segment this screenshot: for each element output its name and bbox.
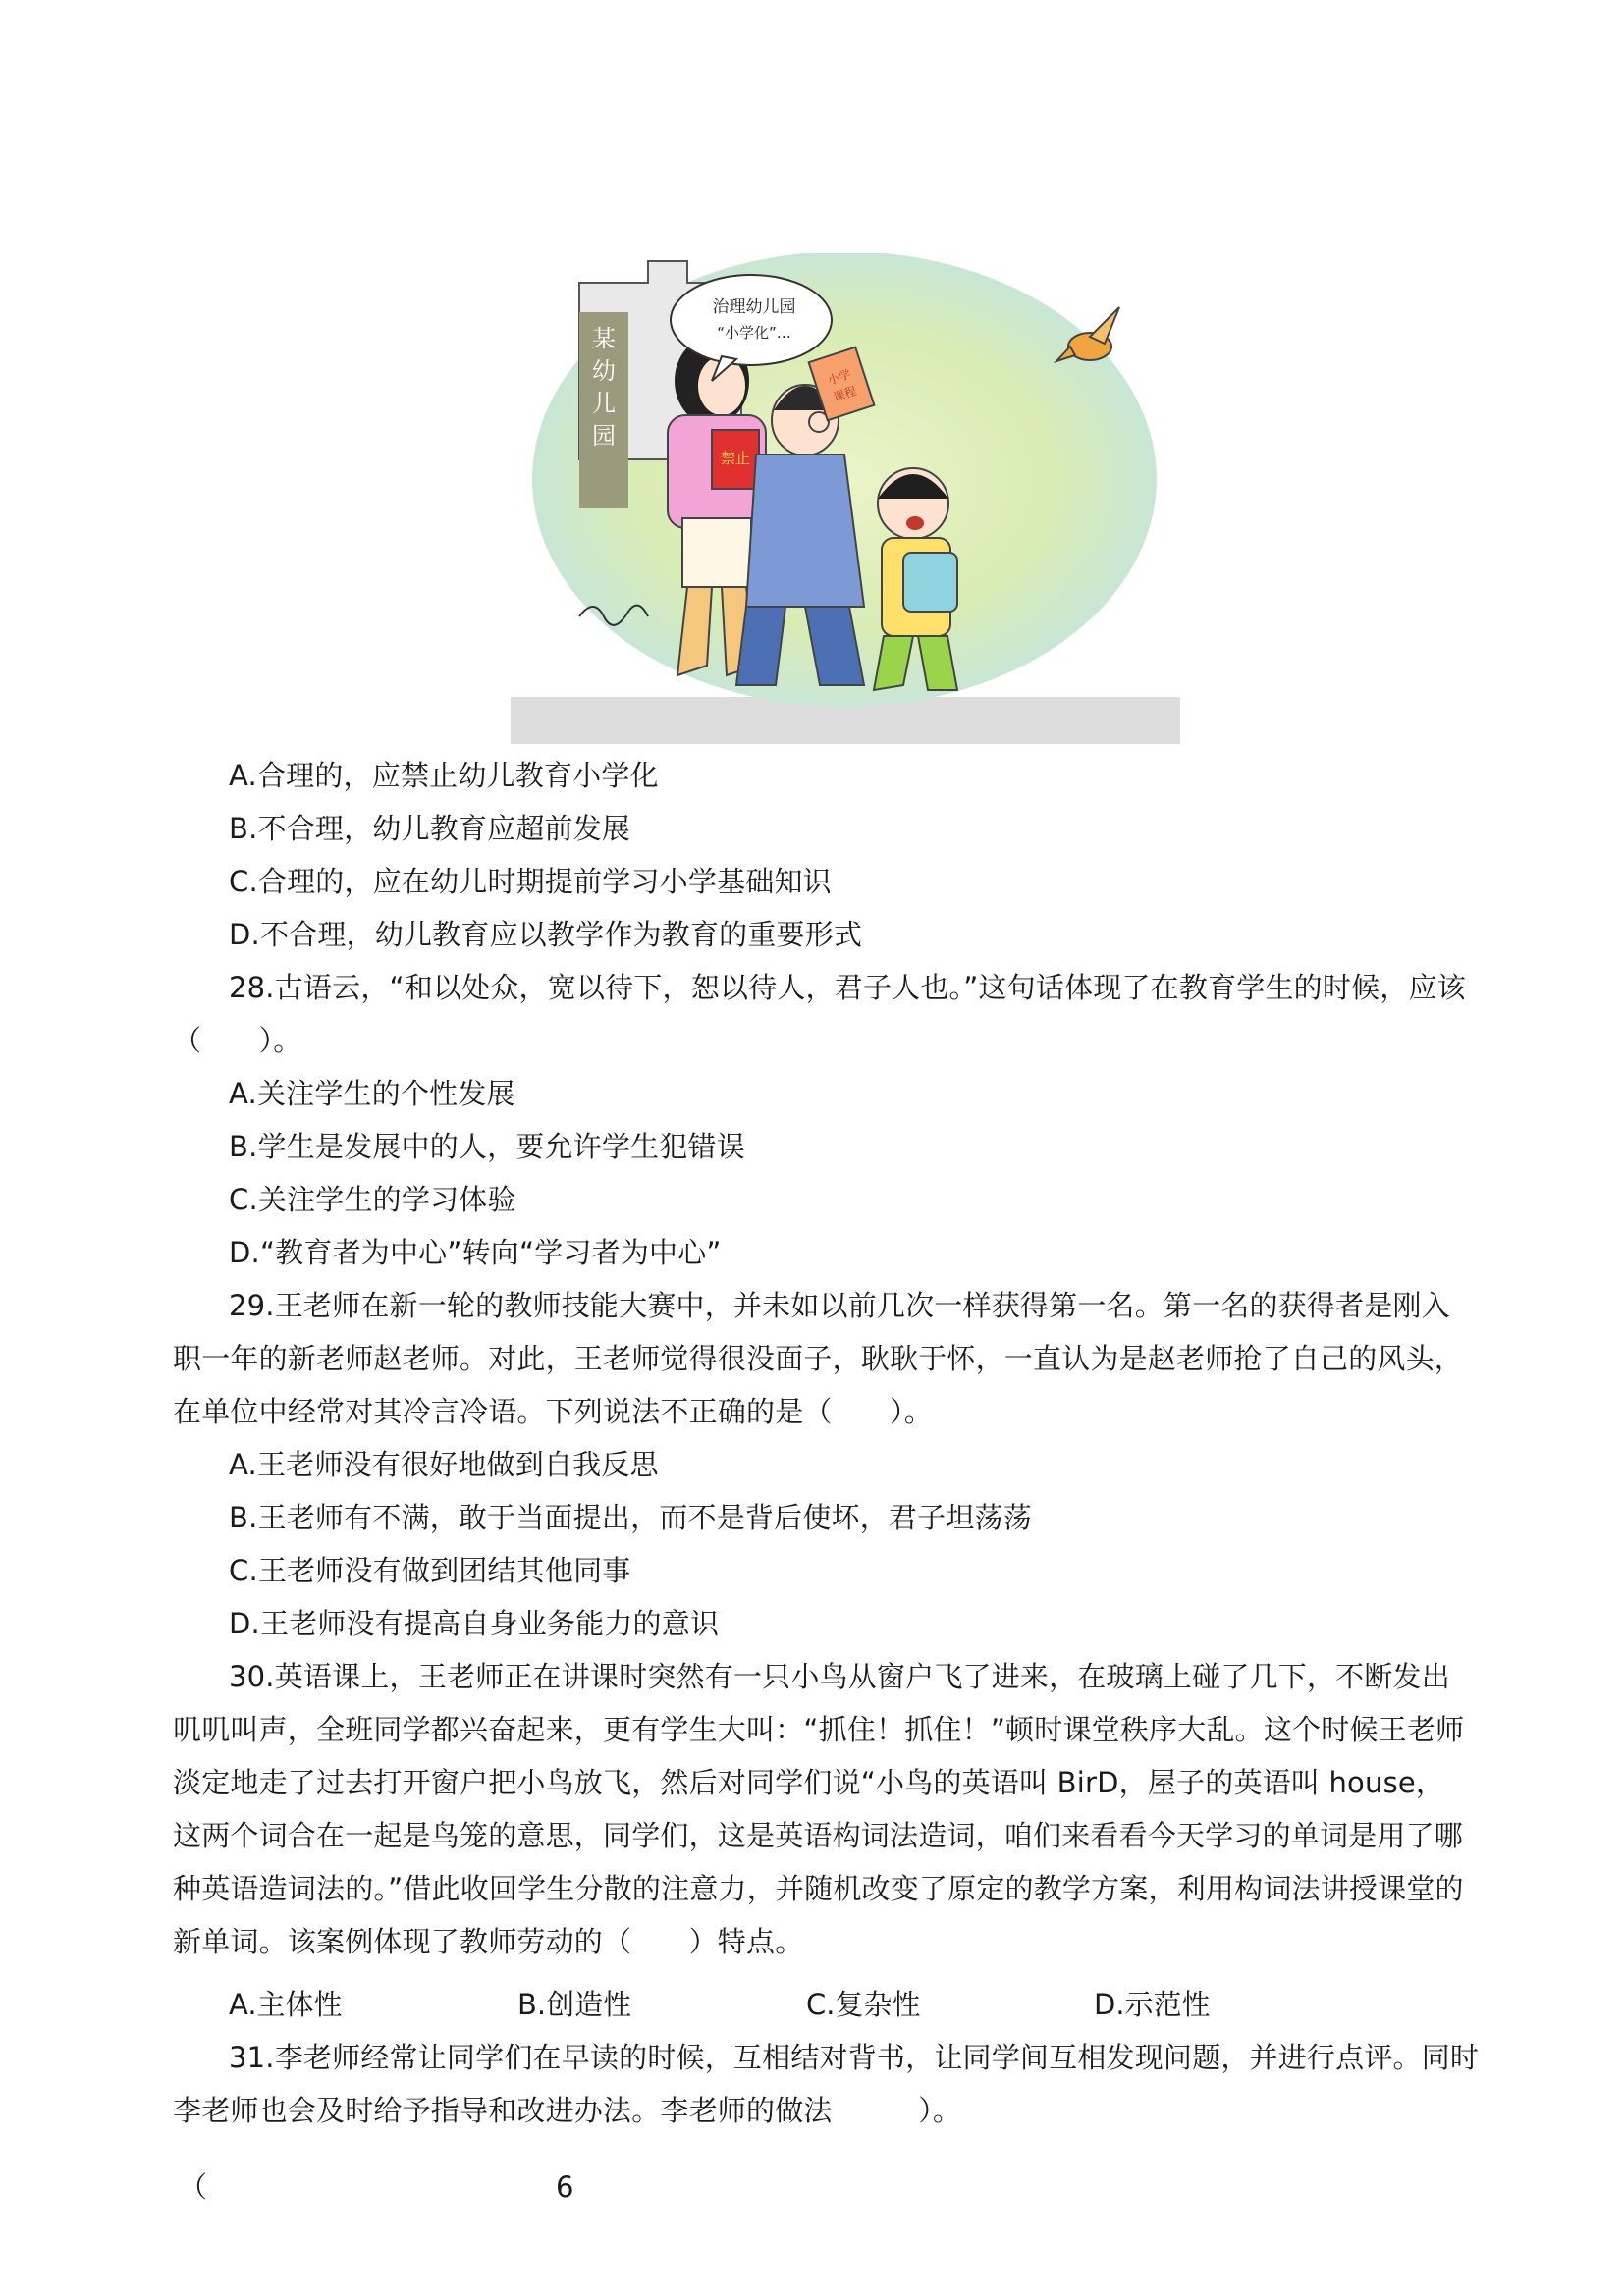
building-sign-text-2: 幼 — [592, 357, 616, 385]
q30-stem-line6: 新单词。该案例体现了教师劳动的（ ）特点。 — [173, 1925, 804, 1958]
q29-option-c: C.王老师没有做到团结其他同事 — [229, 1554, 631, 1587]
footer-paren: （ — [179, 2170, 208, 2204]
q28-option-a: A.关注学生的个性发展 — [229, 1077, 515, 1110]
q28-option-b: B.学生是发展中的人，要允许学生犯错误 — [229, 1130, 745, 1163]
q29-option-d: D.王老师没有提高自身业务能力的意识 — [229, 1607, 720, 1640]
speech-bubble-line2: “小学化”… — [717, 324, 791, 342]
q30-option-c: C.复杂性 — [806, 1988, 921, 2021]
q28-option-c: C.关注学生的学习体验 — [229, 1183, 516, 1216]
q30-stem-line1: 30.英语课上，王老师正在讲课时突然有一只小鸟从窗户飞了进来，在玻璃上碰了几下，不断发出 — [229, 1660, 1450, 1693]
q27-option-a: A.合理的，应禁止幼儿教育小学化 — [229, 759, 659, 792]
q27-option-b: B.不合理，幼儿教育应超前发展 — [229, 812, 631, 845]
q27-option-c: C.合理的，应在幼儿时期提前学习小学基础知识 — [229, 865, 832, 898]
q28-stem-line2: （ ）。 — [173, 1024, 302, 1057]
page-number: 6 — [556, 2170, 574, 2204]
speech-bubble-line1: 治理幼儿园 — [712, 297, 796, 317]
cartoon-illustration — [511, 253, 1180, 744]
q31-stem-line2: 李老师也会及时给予指导和改进办法。李老师的做法 ）。 — [173, 2094, 962, 2127]
building-sign-text-3: 儿 — [592, 390, 616, 417]
q27-option-d: D.不合理，幼儿教育应以教学作为教育的重要形式 — [229, 918, 863, 951]
q30-stem-line4: 这两个词合在一起是鸟笼的意思，同学们，这是英语构词法造词，咱们来看看今天学习的单词是用了哪 — [173, 1819, 1464, 1852]
q30-stem-line2: 叽叽叫声，全班同学都兴奋起来，更有学生大叫：“抓住！抓住！”顿时课堂秩序大乱。这个时候王老师 — [173, 1713, 1465, 1746]
q30-stem-line3: 淡定地走了过去打开窗户把小鸟放飞，然后对同学们说“小鸟的英语叫 BirD，屋子的英语叫 house， — [173, 1766, 1445, 1799]
q30-options-row — [0, 1985, 1624, 2024]
red-book-label: 禁止 — [720, 450, 751, 467]
orange-book-label-2: 课程 — [831, 384, 858, 404]
q29-option-a: A.王老师没有很好地做到自我反思 — [229, 1448, 659, 1481]
q29-stem-line1: 29.王老师在新一轮的教师技能大赛中，并未如以前几次一样获得第一名。第一名的获得者是刚入 — [229, 1289, 1450, 1322]
q30-stem-line5: 种英语造词法的。”借此收回学生分散的注意力，并随机改变了原定的教学方案，利用构词法讲授课堂的 — [173, 1872, 1464, 1905]
schoolbag — [903, 553, 957, 612]
q31-stem-line1: 31.李老师经常让同学们在早读的时候，互相结对背书，让同学间互相发现问题，并进行点评。同时 — [229, 2041, 1480, 2074]
q29-stem-line3: 在单位中经常对其冷言冷语。下列说法不正确的是（ ）。 — [173, 1395, 933, 1428]
q29-option-b: B.王老师有不满，敢于当面提出，而不是背后使坏，君子坦荡荡 — [229, 1501, 1032, 1534]
q30-option-a: A.主体性 — [229, 1988, 343, 2021]
q28-stem-line1: 28.古语云，“和以处众，宽以待下，恕以待人，君子人也。”这句话体现了在教育学生的时候，应该 — [229, 971, 1466, 1004]
orange-book-label-1: 小学 — [826, 366, 853, 388]
q30-option-b: B.创造性 — [517, 1988, 632, 2021]
q28-option-d: D.“教育者为中心”转向“学习者为中心” — [229, 1236, 722, 1269]
q29-stem-line2: 职一年的新老师赵老师。对此，王老师觉得很没面子，耿耿于怀，一直认为是赵老师抢了自己的风头， — [173, 1342, 1464, 1375]
q30-option-d: D.示范性 — [1094, 1988, 1211, 2021]
building-sign-text-4: 园 — [592, 422, 616, 450]
building-sign-text-1: 某 — [592, 325, 616, 352]
